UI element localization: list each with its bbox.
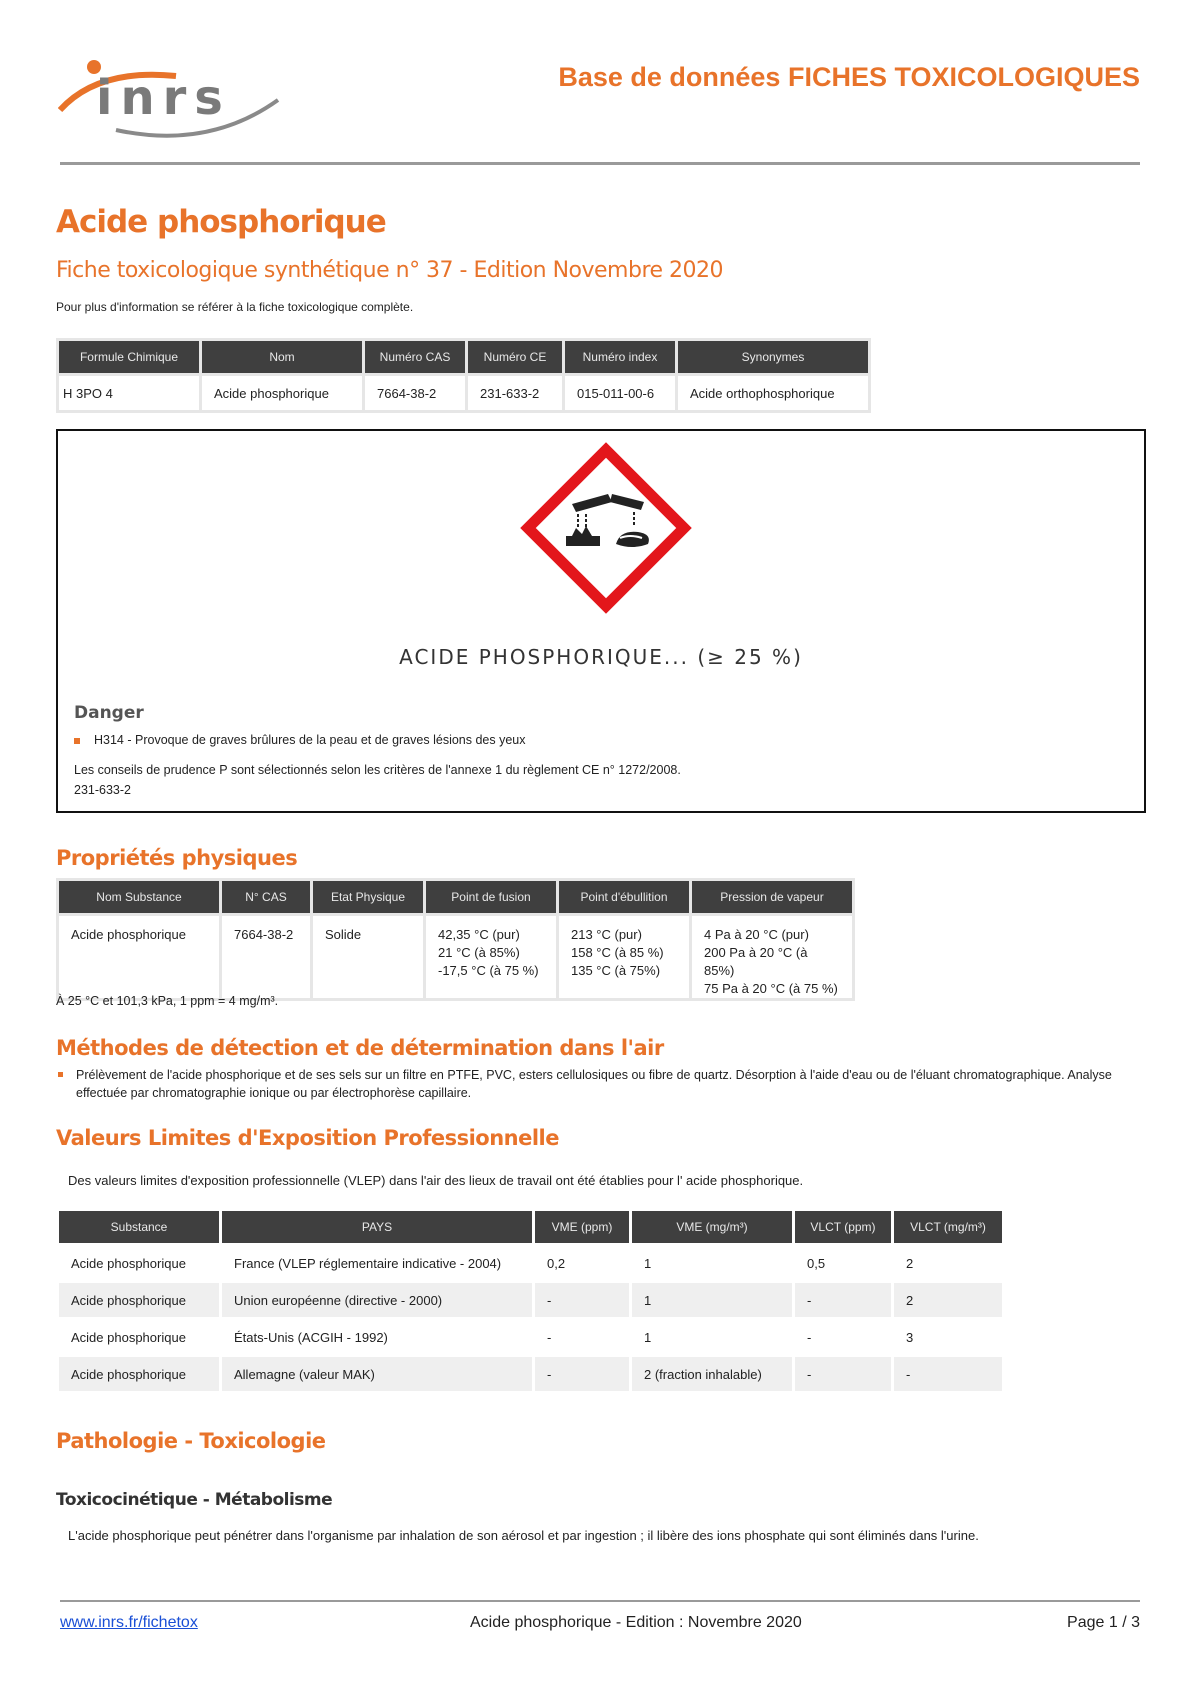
boiling-value: 135 °C (à 75%) xyxy=(571,963,661,978)
cell-vlct-ppm: - xyxy=(794,1319,893,1356)
vapour-value: 75 Pa à 20 °C (à 75 %) xyxy=(704,981,838,996)
cell-vme-mg: 1 xyxy=(631,1245,794,1282)
table-row xyxy=(58,1319,1004,1356)
cell-state: Solide xyxy=(312,915,425,1000)
cell-country: Allemagne (valeur MAK) xyxy=(221,1356,534,1393)
header-vapour-pressure: Pression de vapeur xyxy=(691,880,854,915)
prudence-text: Les conseils de prudence P sont sélectionnés selon les critères de l'annexe 1 du règlement CE n° 1272/2008. xyxy=(74,763,681,777)
methods-text: Prélèvement de l'acide phosphorique et de ses sels sur un filtre en PTFE, PVC, esters cellulosiques ou fibre de quartz. Désorption à l'aide d'eau ou de l'éluant chromatographique. Analyse effectuée par chromatographie ionique ou par électrophorèse capillaire. xyxy=(76,1068,1112,1100)
exposure-limits-table xyxy=(56,1208,1005,1394)
cell-vme-mg: 1 xyxy=(631,1282,794,1319)
cell-boiling-point xyxy=(558,915,691,1000)
cell-vme-ppm: - xyxy=(534,1319,631,1356)
cell-vme-ppm: - xyxy=(534,1282,631,1319)
header-melting-point: Point de fusion xyxy=(425,880,558,915)
table-row xyxy=(58,1282,1004,1319)
fichetox-link[interactable]: www.inrs.fr/fichetox xyxy=(60,1614,198,1631)
cell-vlct-mg: 2 xyxy=(893,1245,1004,1282)
inrs-logo xyxy=(58,58,308,148)
cell-vme-ppm: 0,2 xyxy=(534,1245,631,1282)
cell-cas: 7664-38-2 xyxy=(221,915,312,1000)
header-vme-mg: VME (mg/m³) xyxy=(631,1210,794,1245)
ec-number: 231-633-2 xyxy=(74,783,131,797)
cell-vlct-ppm: - xyxy=(794,1282,893,1319)
cell-synonyms: Acide orthophosphorique xyxy=(677,375,870,412)
subsection-toxicokinetics: Toxicocinétique - Métabolisme xyxy=(56,1490,333,1510)
header-vlct-mg: VLCT (mg/m³) xyxy=(893,1210,1004,1245)
page-subtitle: Fiche toxicologique synthétique n° 37 - Edition Novembre 2020 xyxy=(56,258,724,283)
header-divider xyxy=(60,162,1140,165)
cell-substance: Acide phosphorique xyxy=(58,915,221,1000)
logo-wordmark: inrs xyxy=(96,70,231,126)
header-index: Numéro index xyxy=(564,340,677,375)
melting-value: -17,5 °C (à 75 %) xyxy=(438,963,539,978)
cell-country: Union européenne (directive - 2000) xyxy=(221,1282,534,1319)
header-cas: N° CAS xyxy=(221,880,312,915)
corrosion-icon xyxy=(520,442,692,614)
identity-table xyxy=(56,338,871,413)
cell-vme-mg: 1 xyxy=(631,1319,794,1356)
vlep-intro: Des valeurs limites d'exposition professionnelle (VLEP) dans l'air des lieux de travail ont été établies pour l' acide phosphorique. xyxy=(68,1173,804,1188)
cell-vlct-mg: 3 xyxy=(893,1319,1004,1356)
conversion-note: À 25 °C et 101,3 kPa, 1 ppm = 4 mg/m³. xyxy=(56,994,279,1008)
cell-vapour-pressure xyxy=(691,915,854,1000)
header-substance: Nom Substance xyxy=(58,880,221,915)
cell-vlct-mg: - xyxy=(893,1356,1004,1393)
h-statement xyxy=(74,733,526,747)
bullet-icon xyxy=(74,738,80,744)
cell-name: Acide phosphorique xyxy=(201,375,364,412)
section-exposure-limits: Valeurs Limites d'Exposition Professionnelle xyxy=(56,1126,559,1150)
bullet-icon xyxy=(58,1072,63,1077)
page-title: Acide phosphorique xyxy=(56,204,386,240)
cell-country: États-Unis (ACGIH - 1992) xyxy=(221,1319,534,1356)
section-pathology: Pathologie - Toxicologie xyxy=(56,1429,326,1453)
section-physical-properties: Propriétés physiques xyxy=(56,846,298,870)
signal-word: Danger xyxy=(74,703,144,723)
database-title: Base de données FICHES TOXICOLOGIQUES xyxy=(558,62,1140,92)
physical-properties-table xyxy=(56,878,855,1001)
table-row xyxy=(58,1356,1004,1393)
cell-index: 015-011-00-6 xyxy=(564,375,677,412)
boiling-value: 213 °C (pur) xyxy=(571,927,642,942)
header-name: Nom xyxy=(201,340,364,375)
header-synonyms: Synonymes xyxy=(677,340,870,375)
header-cas: Numéro CAS xyxy=(364,340,467,375)
cell-cas: 7664-38-2 xyxy=(364,375,467,412)
footer-divider xyxy=(60,1600,1140,1602)
header-boiling-point: Point d'ébullition xyxy=(558,880,691,915)
vapour-value: 4 Pa à 20 °C (pur) xyxy=(704,927,809,942)
header-formula: Formule Chimique xyxy=(58,340,201,375)
cell-vme-ppm: - xyxy=(534,1356,631,1393)
hazard-substance-name: ACIDE PHOSPHORIQUE... (≥ 25 %) xyxy=(399,645,803,669)
cell-country: France (VLEP réglementaire indicative - 2004) xyxy=(221,1245,534,1282)
header-ce: Numéro CE xyxy=(467,340,564,375)
melting-value: 42,35 °C (pur) xyxy=(438,927,520,942)
cell-formula: H 3PO 4 xyxy=(58,375,201,412)
cell-substance: Acide phosphorique xyxy=(58,1282,221,1319)
header-state: Etat Physique xyxy=(312,880,425,915)
cell-substance: Acide phosphorique xyxy=(58,1356,221,1393)
section-detection-methods: Méthodes de détection et de détermination dans l'air xyxy=(56,1036,664,1060)
footer-edition: Acide phosphorique - Edition : Novembre 2020 xyxy=(470,1614,802,1631)
table-row xyxy=(58,1245,1004,1282)
header-vme-ppm: VME (ppm) xyxy=(534,1210,631,1245)
header-vlct-ppm: VLCT (ppm) xyxy=(794,1210,893,1245)
cell-melting-point xyxy=(425,915,558,1000)
toxicokinetics-text: L'acide phosphorique peut pénétrer dans l'organisme par inhalation de son aérosol et par ingestion ; il libère des ions phosphate qui sont éliminés dans l'urine. xyxy=(68,1528,979,1543)
boiling-value: 158 °C (à 85 %) xyxy=(571,945,664,960)
cell-vme-mg: 2 (fraction inhalable) xyxy=(631,1356,794,1393)
vapour-value: 200 Pa à 20 °C (à 85%) xyxy=(704,945,808,978)
cell-vlct-mg: 2 xyxy=(893,1282,1004,1319)
cell-substance: Acide phosphorique xyxy=(58,1319,221,1356)
h-statement-text: H314 - Provoque de graves brûlures de la peau et de graves lésions des yeux xyxy=(94,733,526,747)
page-number: Page 1 / 3 xyxy=(1067,1614,1140,1631)
cell-vlct-ppm: - xyxy=(794,1356,893,1393)
melting-value: 21 °C (à 85%) xyxy=(438,945,520,960)
cell-ce: 231-633-2 xyxy=(467,375,564,412)
header-country: PAYS xyxy=(221,1210,534,1245)
cell-vlct-ppm: 0,5 xyxy=(794,1245,893,1282)
header-substance: Substance xyxy=(58,1210,221,1245)
cell-substance: Acide phosphorique xyxy=(58,1245,221,1282)
intro-text: Pour plus d'information se référer à la fiche toxicologique complète. xyxy=(56,300,414,314)
